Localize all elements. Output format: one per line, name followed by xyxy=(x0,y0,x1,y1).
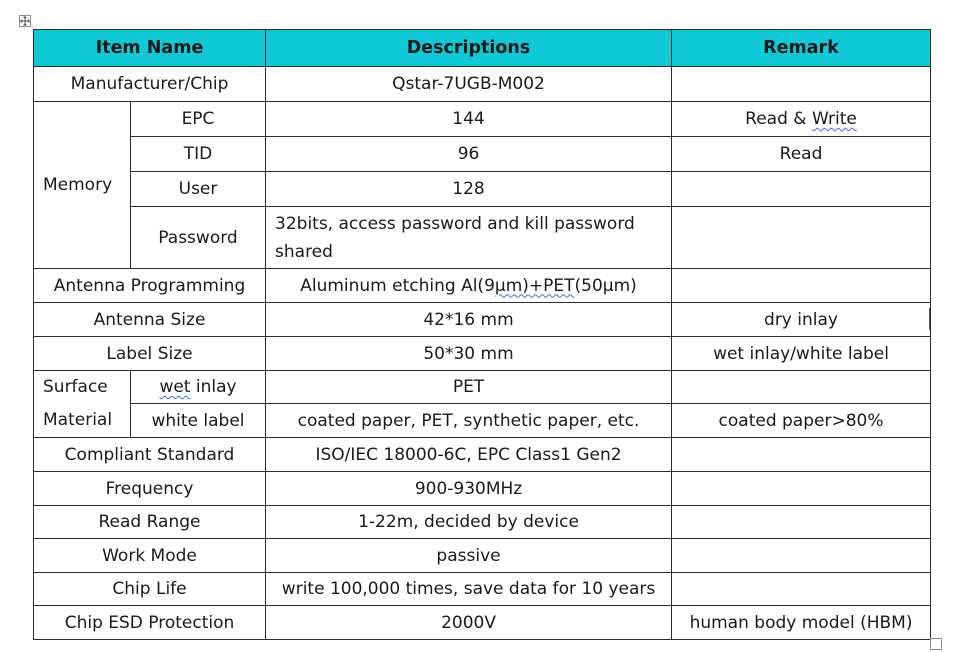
white-label-remark[interactable]: coated paper>80% xyxy=(672,404,931,438)
chip-esd-remark[interactable]: human body model (HBM) xyxy=(672,606,931,640)
work-mode-remark[interactable] xyxy=(672,539,931,573)
table-row xyxy=(34,573,931,606)
table-row xyxy=(34,606,931,640)
table-move-handle-icon[interactable] xyxy=(19,15,31,27)
tid-remark[interactable]: Read xyxy=(672,137,931,172)
epc-sub[interactable]: EPC xyxy=(131,102,266,137)
chip-esd-desc[interactable]: 2000V xyxy=(266,606,672,640)
spec-table xyxy=(33,29,931,640)
table-row xyxy=(34,172,931,207)
table-row xyxy=(34,472,931,506)
password-remark[interactable] xyxy=(672,207,931,269)
table-row xyxy=(34,371,931,404)
table-row xyxy=(34,102,931,137)
header-row xyxy=(34,30,931,67)
label-size-item[interactable]: Label Size xyxy=(34,337,266,371)
manufacturer-remark[interactable] xyxy=(672,67,931,102)
table-row xyxy=(34,269,931,303)
white-label-desc[interactable]: coated paper, PET, synthetic paper, etc. xyxy=(266,404,672,438)
move-cross-icon xyxy=(20,16,30,26)
tid-desc[interactable]: 96 xyxy=(266,137,672,172)
inlay-word: inlay xyxy=(190,377,237,397)
read-range-item[interactable]: Read Range xyxy=(34,506,266,539)
manufacturer-desc[interactable]: Qstar-7UGB-M002 xyxy=(266,67,672,102)
antenna-size-item[interactable]: Antenna Size xyxy=(34,303,266,337)
table-row xyxy=(34,404,931,438)
chip-esd-item[interactable]: Chip ESD Protection xyxy=(34,606,266,640)
header-item-name[interactable]: Item Name xyxy=(34,30,266,67)
epc-remark-read: Read & xyxy=(745,109,812,129)
table-row xyxy=(34,303,931,337)
table-resize-handle-icon[interactable] xyxy=(930,638,942,650)
material-label: Material xyxy=(43,410,113,430)
chip-life-desc[interactable]: write 100,000 times, save data for 10 years xyxy=(266,573,672,606)
table-row xyxy=(34,207,931,269)
table-row xyxy=(34,67,931,102)
user-remark[interactable] xyxy=(672,172,931,207)
antenna-programming-desc[interactable] xyxy=(266,269,672,303)
antenna-desc-part1: Aluminum etching Al(9 xyxy=(300,275,495,296)
frequency-remark[interactable] xyxy=(672,472,931,506)
memory-group-cell[interactable]: Memory xyxy=(34,102,131,269)
antenna-programming-remark[interactable] xyxy=(672,269,931,303)
antenna-desc-part3: (50μm) xyxy=(574,275,637,296)
antenna-size-remark[interactable]: dry inlay xyxy=(672,303,931,337)
table-row xyxy=(34,438,931,472)
wet-word: wet xyxy=(159,377,191,397)
frequency-item[interactable]: Frequency xyxy=(34,472,266,506)
user-desc[interactable]: 128 xyxy=(266,172,672,207)
wet-inlay-desc[interactable]: PET xyxy=(266,371,672,404)
table-row xyxy=(34,337,931,371)
label-size-remark[interactable]: wet inlay/white label xyxy=(672,337,931,371)
user-sub[interactable]: User xyxy=(131,172,266,207)
work-mode-desc[interactable]: passive xyxy=(266,539,672,573)
chip-life-item[interactable]: Chip Life xyxy=(34,573,266,606)
white-label-sub[interactable]: white label xyxy=(131,404,266,438)
table-row xyxy=(34,539,931,573)
antenna-size-desc[interactable]: 42*16 mm xyxy=(266,303,672,337)
label-size-desc[interactable]: 50*30 mm xyxy=(266,337,672,371)
table-row xyxy=(34,137,931,172)
frequency-desc[interactable]: 900-930MHz xyxy=(266,472,672,506)
compliant-standard-desc[interactable]: ISO/IEC 18000-6C, EPC Class1 Gen2 xyxy=(266,438,672,472)
work-mode-item[interactable]: Work Mode xyxy=(34,539,266,573)
wet-inlay-remark[interactable] xyxy=(672,371,931,404)
surface-material-group-cell[interactable] xyxy=(34,371,131,438)
antenna-desc-part2: μm)+PET xyxy=(494,275,575,296)
compliant-standard-remark[interactable] xyxy=(672,438,931,472)
header-descriptions[interactable]: Descriptions xyxy=(266,30,672,67)
manufacturer-item[interactable]: Manufacturer/Chip xyxy=(34,67,266,102)
chip-life-remark[interactable] xyxy=(672,573,931,606)
surface-label: Surface xyxy=(43,377,108,397)
header-remark[interactable]: Remark xyxy=(672,30,931,67)
password-desc[interactable]: 32bits, access password and kill password shared xyxy=(266,207,672,269)
compliant-standard-item[interactable]: Compliant Standard xyxy=(34,438,266,472)
password-sub[interactable]: Password xyxy=(131,207,266,269)
wet-inlay-sub[interactable] xyxy=(131,371,266,404)
read-range-remark[interactable] xyxy=(672,506,931,539)
tid-sub[interactable]: TID xyxy=(131,137,266,172)
epc-desc[interactable]: 144 xyxy=(266,102,672,137)
read-range-desc[interactable]: 1-22m, decided by device xyxy=(266,506,672,539)
epc-remark-write: Write xyxy=(811,109,857,129)
antenna-programming-item[interactable]: Antenna Programming xyxy=(34,269,266,303)
table-row xyxy=(34,506,931,539)
epc-remark[interactable] xyxy=(672,102,931,137)
